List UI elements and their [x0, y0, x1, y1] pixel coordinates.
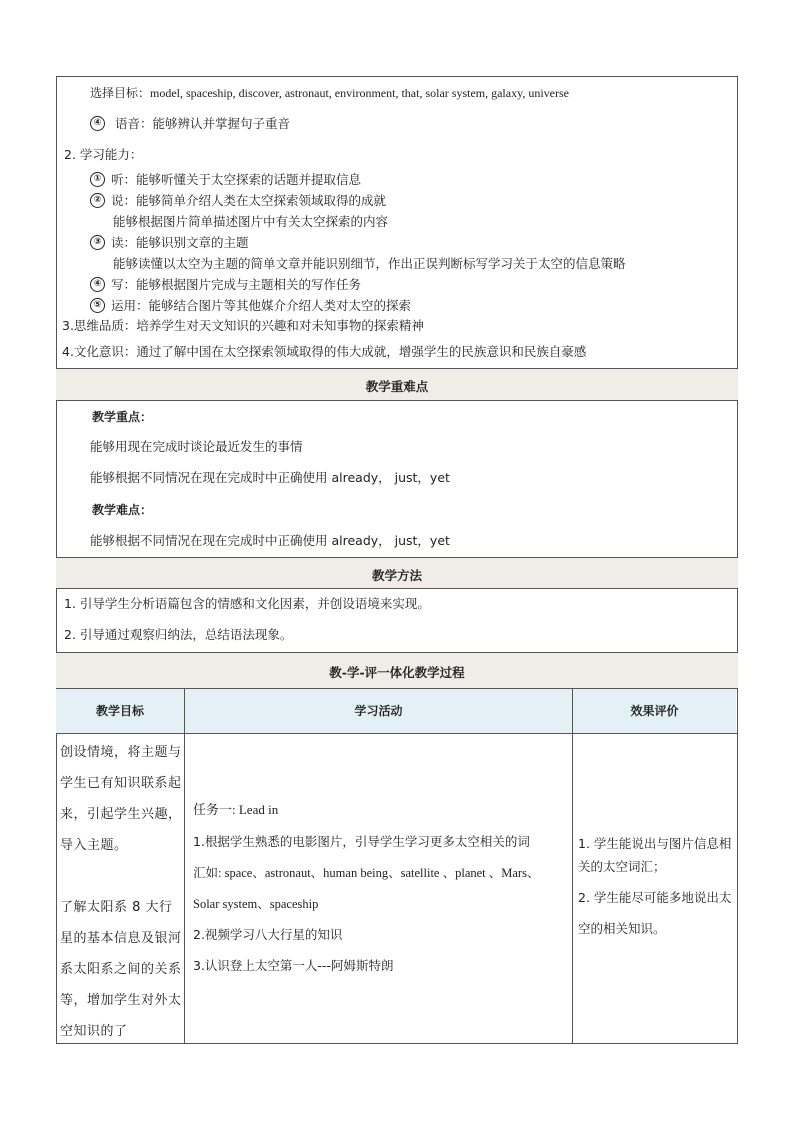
activity-line-1: 1.根据学生熟悉的电影图片，引导学生学习更多太空相关的词 [193, 834, 530, 849]
focus-label: 教学重点： [92, 410, 153, 424]
phonetics-objective: ④ 语音：能够辨认并掌握句子重音 [90, 116, 290, 132]
activity-line-5: 3.认识登上太空第一人---阿姆斯特朗 [193, 958, 394, 973]
process-title: 教-学-评一体化教学过程 [329, 665, 465, 680]
column-divider-2 [572, 688, 573, 1044]
key-points-band [56, 368, 738, 401]
difficulty-label: 教学难点： [92, 503, 153, 517]
lesson-plan-table [56, 76, 738, 1044]
ability-reading-2: 能够读懂以太空为主题的简单文章并能识别细节，作出正误判断标写学习关于太空的信息策略 [113, 256, 626, 271]
methods-title: 教学方法 [371, 568, 422, 583]
ability-writing: ④ 写：能够根据图片完成与主题相关的写作任务 [90, 277, 361, 293]
header-evaluation: 效果评价 [573, 689, 736, 733]
evaluation-1: 1. 学生能说出与图片信息相关的太空词汇； [578, 836, 732, 874]
goal-text-1: 创设情境，将主题与学生已有知识联系起来，引起学生兴趣，导入主题。 [60, 745, 182, 853]
learning-ability-title: 2. 学习能力： [64, 147, 143, 162]
goal-text-2: 了解太阳系 8 大行星的基本信息及银河系太阳系之间的关系等，增加学生对外太空知识的了 [60, 900, 182, 1039]
focus-item-2: 能够根据不同情况在现在完成时中正确使用 already， just，yet [90, 470, 450, 485]
ability-speaking-2: 能够根据图片简单描述图片中有关太空探索的内容 [113, 214, 389, 229]
circle-4-marker: ④ [90, 116, 105, 131]
column-divider-1 [184, 688, 185, 1044]
process-band [56, 652, 738, 689]
ability-listening: ① 听：能够听懂关于太空探索的话题并提取信息 [90, 172, 361, 188]
activity-line-2: 汇如: space、astronaut、human being、satellite 、planet 、Mars、 [193, 866, 540, 880]
header-goal: 教学目标 [56, 689, 184, 733]
activity-line-3: Solar system、spaceship [193, 897, 319, 911]
ability-using: ⑤ 运用：能够结合图片等其他媒介介绍人类对太空的探索 [90, 298, 411, 314]
activity-line-4: 2.视频学习八大行星的知识 [193, 927, 343, 942]
ability-speaking: ② 说：能够简单介绍人类在太空探索领域取得的成就 [90, 193, 386, 209]
focus-item-1: 能够用现在完成时谈论最近发生的事情 [90, 439, 303, 454]
key-points-title: 教学重难点 [365, 379, 429, 394]
difficulty-item-1: 能够根据不同情况在现在完成时中正确使用 already， just，yet [90, 533, 450, 548]
method-item-2: 2. 引导通过观察归纳法，总结语法现象。 [64, 627, 293, 642]
methods-band [56, 557, 738, 589]
process-header-row [56, 688, 738, 734]
ability-reading: ③ 读：能够识别文章的主题 [90, 235, 249, 251]
header-activity: 学习活动 [185, 689, 572, 733]
evaluation-2: 2. 学生能尽可能多地说出太空的相关知识。 [578, 890, 732, 936]
task-1-title: 任务一: Lead in [193, 802, 279, 817]
vocab-objective: 选择目标：model, spaceship, discover, astronaut, environment, that, solar system, galaxy, universe [90, 86, 569, 100]
thinking-quality: 3.思维品质：培养学生对天文知识的兴趣和对未知事物的探索精神 [62, 318, 424, 333]
method-item-1: 1. 引导学生分析语篇包含的情感和文化因素，并创设语境来实现。 [64, 596, 430, 611]
cultural-awareness: 4.文化意识：通过了解中国在太空探索领域取得的伟大成就，增强学生的民族意识和民族自豪感 [62, 344, 587, 359]
